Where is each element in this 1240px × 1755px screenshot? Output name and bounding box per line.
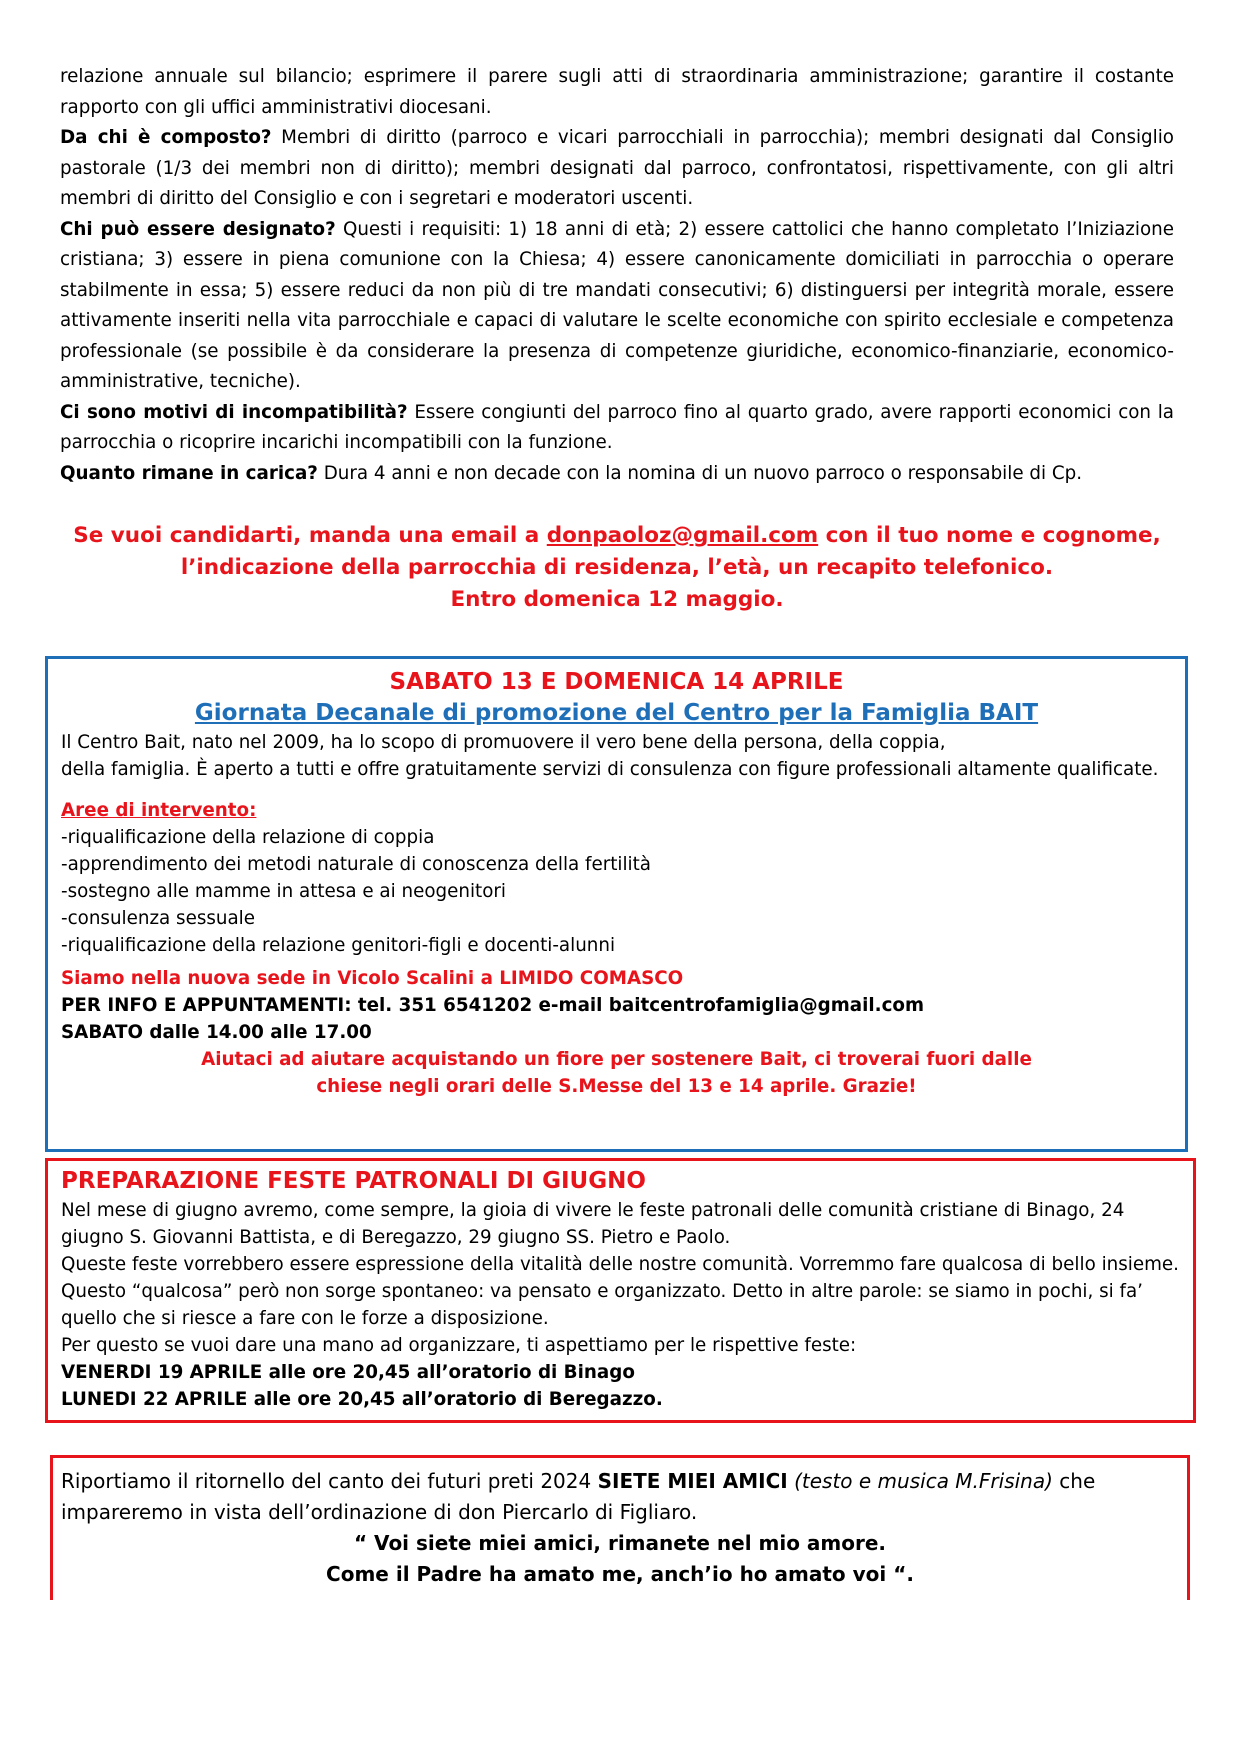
feste-paragraph-2: Queste feste vorrebbero essere espressione della vitalità delle nostre comunità. Vorremmo fare qualcosa di bello insieme. Questo “qualcosa” però non sorge spontaneo: va pensato e organizzato. Detto in altre parole: se siamo in pochi, si fa’ quello che si riesce a fare con le forze a disposizione. [61, 1254, 1179, 1329]
answer: Membri di diritto (parroco e vicari parrocchiali in parrocchia); membri designati dal Consiglio pastorale (1/3 dei membri non di diritto); membri designati dal parroco, confrontatosi, rispettivamente, con gli altri membri di diritto del Consiglio e con i segretari e moderatori uscenti. [60, 127, 1174, 209]
bait-date: SABATO 13 E DOMENICA 14 APRILE [389, 669, 844, 695]
answer: Dura 4 anni e non decade con la nomina di un nuovo parroco o responsabile di Cp. [317, 462, 1083, 484]
bait-sede: Siamo nella nuova sede in Vicolo Scalini a LIMIDO COMASCO [61, 968, 684, 989]
question: Da chi è composto? [60, 127, 272, 148]
canto-text: che impareremo in vista dell’ordinazione di don Piercarlo di Figliaro. [61, 1469, 1096, 1524]
verse-2: Come il Padre ha amato me, anch’io ho amato voi “. [326, 1562, 914, 1586]
canto-box [50, 1455, 1190, 1600]
feste-paragraph-1: Nel mese di giugno avremo, come sempre, la gioia di vivere le feste patronali delle comunità cristiane di Binago, 24 giugno S. Giovanni Battista, e di Beregazzo, 29 giugno SS. Pietro e Paolo. [61, 1200, 1125, 1248]
list-item: -sostegno alle mamme in attesa e ai neogenitori [61, 881, 506, 902]
list-item: -apprendimento dei metodi naturale di conoscenza della fertilità [61, 854, 652, 875]
answer: Essere congiunti del parroco fino al quarto grado, avere rapporti economici con la parrocchia o ricoprire incarichi incompatibili con la funzione. [60, 401, 1175, 453]
email-link[interactable]: donpaoloz@gmail.com [546, 523, 819, 548]
qa-incompatibility [60, 398, 1174, 459]
bait-fiore-2: chiese negli orari delle S.Messe del 13 e 14 aprile. Grazie! [316, 1076, 917, 1097]
list-item: -consulenza sessuale [61, 908, 255, 929]
bait-box [45, 656, 1188, 1152]
qa-term [60, 459, 1174, 490]
question: Quanto rimane in carica? [60, 462, 318, 484]
cta-text: Se vuoi candidarti, manda una email a [73, 523, 547, 548]
verse-1: “ Voi siete miei amici, rimanete nel mio amore. [353, 1531, 887, 1555]
feste-box [45, 1158, 1196, 1423]
cta-deadline: Entro domenica 12 maggio. [450, 587, 784, 612]
bait-fiore-1: Aiutaci ad aiutare acquistando un fiore per sostenere Bait, ci troverai fuori dalle [201, 1049, 1032, 1070]
list-item: -riqualificazione della relazione di coppia [61, 827, 435, 848]
cta-text: con il tuo nome e cognome, [818, 523, 1161, 548]
feste-date-beregazzo: LUNEDI 22 APRILE alle ore 20,45 all’oratorio di Beregazzo. [61, 1389, 663, 1410]
bait-orari: SABATO dalle 14.00 alle 17.00 [61, 1022, 372, 1043]
qa-eligibility [60, 215, 1174, 398]
bait-intro-2: della famiglia. È aperto a tutti e offre gratuitamente servizi di consulenza con figure professionali altamente qualificate. [61, 759, 1159, 780]
bait-info: PER INFO E APPUNTAMENTI: tel. 351 6541202 e-mail baitcentrofamiglia@gmail.com [61, 995, 925, 1016]
candidacy-call-to-action [60, 520, 1174, 616]
song-credit: (testo e musica M.Frisina) [794, 1469, 1053, 1493]
feste-date-binago: VENERDI 19 APRILE alle ore 20,45 all’oratorio di Binago [61, 1362, 635, 1383]
cta-line-2: l’indicazione della parrocchia di residenza, l’età, un recapito telefonico. [180, 555, 1054, 580]
list-item: -riqualificazione della relazione genitori-figli e docenti-alunni [61, 935, 616, 956]
bait-intro-1: Il Centro Bait, nato nel 2009, ha lo scopo di promuovere il vero bene della persona, della coppia, [61, 732, 946, 753]
feste-title: PREPARAZIONE FESTE PATRONALI DI GIUGNO [61, 1168, 646, 1194]
question: Ci sono motivi di incompatibilità? [60, 401, 408, 423]
qa-composition [60, 123, 1174, 215]
answer: Questi i requisiti: 1) 18 anni di età; 2) essere cattolici che hanno completato l’Iniziazione cristiana; 3) essere in piena comunione con la Chiesa; 4) essere canonicamente domiciliati in parrocchia o operare stabilmente in essa; 5) essere reduci da non più di tre mandati consecutivi; 6) distinguersi per integrità morale, essere attivamente inseriti nella vita parrocchiale e capaci di valutare le scelte economiche con spirito ecclesiale e competenza professionale (se possibile è da considerare la presenza di competenze giuridiche, economico-finanziarie, economico-amministrative, tecniche). [60, 218, 1174, 392]
aree-title: Aree di intervento: [61, 800, 257, 821]
feste-paragraph-3: Per questo se vuoi dare una mano ad organizzare, ti aspettiamo per le rispettive feste: [61, 1335, 857, 1356]
question: Chi può essere designato? [60, 218, 336, 240]
canto-intro [61, 1466, 1179, 1528]
song-title: SIETE MIEI AMICI [597, 1469, 788, 1493]
continuation-paragraph: relazione annuale sul bilancio; esprimere il parere sugli atti di straordinaria amministrazione; garantire il costante rapporto con gli uffici amministrativi diocesani. [60, 66, 1174, 118]
canto-text: Riportiamo il ritornello del canto dei futuri preti 2024 [61, 1469, 598, 1493]
cta-line-1 [60, 520, 1174, 552]
council-info-section [60, 62, 1174, 489]
bait-title: Giornata Decanale di promozione del Centro per la Famiglia BAIT [194, 700, 1039, 726]
